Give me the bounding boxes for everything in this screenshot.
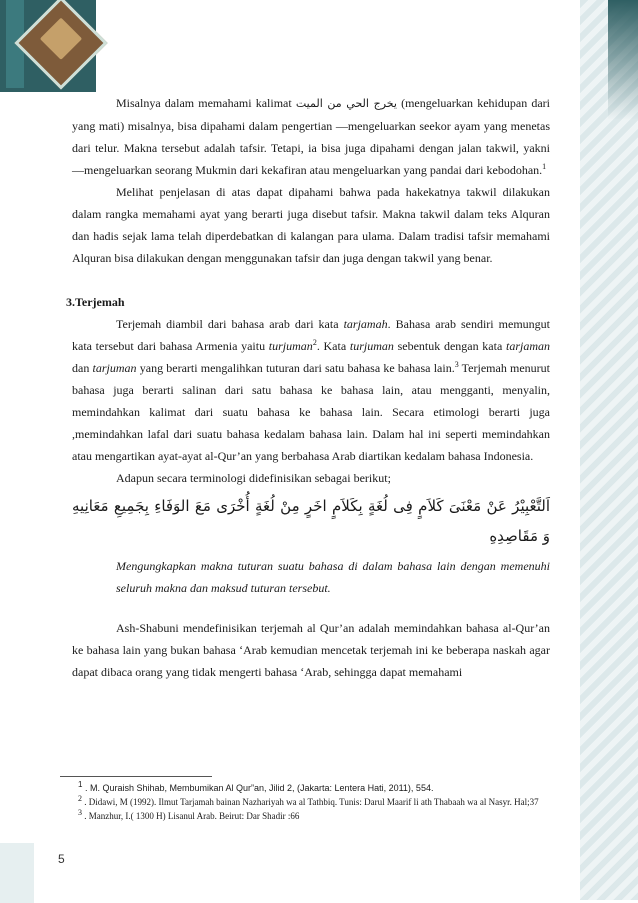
footnote-rule [60, 776, 212, 777]
page-body [66, 92, 551, 683]
paragraph-terjemah: Terjemah diambil dari bahasa arab dari kata tarjamah. Bahasa arab sendiri memungut kata tersebut dari bahasa Armenia yaitu turjuman$^2$. Kata turjuman sebentuk dengan kata tarjaman dan tarjuman yang berarti mengalihkan tuturan dari satu bahasa ke bahasa lain.$^3$ Terjemah menurut bahasa juga berarti salinan dari satu bahasa ke bahasa lain, atau mengganti, menyalin, memindahkan kalimat dari suatu bahasa ke bahasa lain. Secara etimologi berarti juga ,memindahkan lafal dari suatu bahasa kedalam bahasa lain. Dalam hal ini seperti memindahkan atau mengartikan ayat-ayat al-Qur’an yang berbahasa Arab diartikan kedalam bahasa Indonesia. [72, 317, 551, 463]
footnote-ref-2: 2 [312, 338, 317, 347]
spacer [72, 599, 550, 617]
decorative-side-strip [580, 0, 638, 900]
paragraph-ash-shabuni: Ash-Shabuni mendefinisikan terjemah al Qur’an adalah memindahkan bahasa al-Qur’an ke bahasa lain yang bukan bahasa ‘Arab kemudian mencetak terjemah ini ke beberapa naskah agar dapat dibaca orang yang tidak mengerti bahasa ‘Arab, sehingga dapat memahami [72, 621, 550, 679]
corner-ornament [14, 0, 107, 90]
footnote-2: $^2$ . Didawi, M (1992). Ilmut Tarjamah bainan Nazhariyah wa al Tathbiq. Tunis: Darul Maarif li ath Thabaah wa al Nasyr. Hal;37 [78, 794, 539, 807]
paragraph-terminologi: Adapun secara terminologi didefinisikan sebagai berikut; [116, 471, 391, 485]
footnote-1: $^1$ . M. Quraish Shihab, Membumikan Al Qur”an, Jilid 2, (Jakarta: Lentera Hati, 2011), 554. [78, 780, 434, 793]
paragraph-tafsir-example: Misalnya dalam memahami kalimat يخرج الحي من الميت (mengeluarkan kehidupan dari yang mati) misalnya, bisa dipahami dalam pengertian ―mengeluarkan seekor ayam yang menetas dari telur. Makna tersebut adalah tafsir. Tetapi, ia bisa juga dipahami dengan jalan takwil, yakni ―mengeluarkan seorang Mukmin dari kekafiran atau mengeluarkan yang pandai dari kebodohan.$^1$ [72, 96, 550, 177]
footnotes [60, 776, 580, 823]
footnote-ref-1: 1 [542, 162, 547, 171]
definition-translation: Mengungkapkan makna tuturan suatu bahasa di dalam bahasa lain dengan memenuhi seluruh makna dan maksud tuturan tersebut. [116, 559, 550, 595]
decorative-corner [0, 0, 96, 92]
paragraph-takwil: Melihat penjelasan di atas dapat dipahami bahwa pada hakekatnya takwil dilakukan dalam rangka memahami ayat yang berarti juga disebut tafsir. Makna takwil dalam teks Alquran dan hadis sejak lama telah diperdebatkan di kalangan para ulama. Dalam tradisi tafsir memahami Alquran bisa dilakukan dengan menggunakan tafsir dan juga dengan takwil yang benar. [72, 185, 550, 265]
page-number: 5 [58, 852, 65, 866]
footnote-3: $^3$ . Manzhur, I.( 1300 H) Lisanul Arab. Beirut: Dar Shadir :66 [78, 808, 300, 821]
arabic-phrase: يخرج الحي من الميت [295, 97, 397, 110]
section-heading: 3.Terjemah [66, 295, 125, 309]
arabic-definition: اَلتَّعْبِيْرُ عَنْ مَعْنَىَ كَلاَمٍ فِى لُغَةٍ بِكَلاَمٍ اخَرٍ مِنْ لُغَةٍ أُخْرَى مَعَ الوَفَاءِ بِجَمِيعِ مَعَانِيهِ وَ مَقَاصِدِهِ [72, 497, 550, 545]
footnote-ref-3: 3 [454, 360, 459, 369]
decorative-bottom-corner [0, 843, 34, 903]
